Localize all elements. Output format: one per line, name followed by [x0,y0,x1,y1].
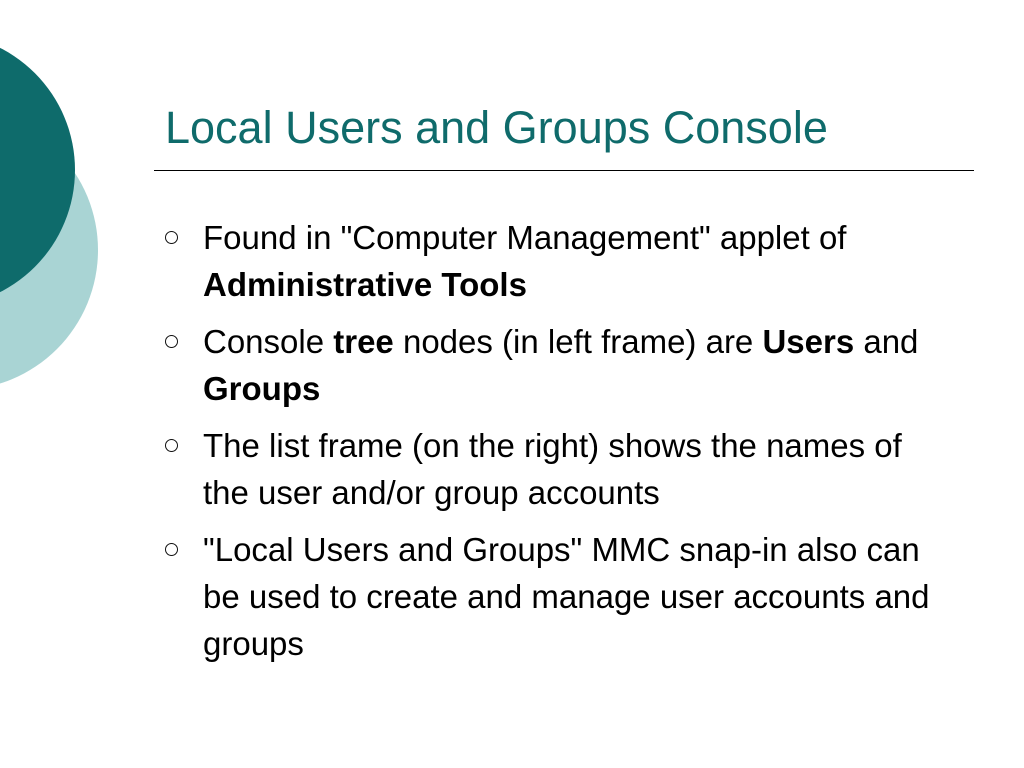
bullet-list [165,214,955,677]
bullet-text [203,427,902,511]
bullet-text-bold: Groups [203,370,321,407]
bullet-item [165,422,955,516]
bullet-text-bold: tree [333,323,394,360]
decorative-circles [0,0,110,410]
bullet-item [165,318,955,412]
hollow-circle-bullet-icon [165,335,178,348]
hollow-circle-bullet-icon [165,543,178,556]
bullet-text [203,531,930,662]
bullet-item [165,214,955,308]
bullet-text-segment: The list frame (on the right) shows the names of the user and/or group accounts [203,427,902,511]
hollow-circle-bullet-icon [165,231,178,244]
bullet-text-segment: nodes (in left frame) are [393,323,763,360]
bullet-item [165,526,955,667]
hollow-circle-bullet-icon [165,439,178,452]
bullet-text-segment: Found in "Computer Management" applet of [203,219,847,256]
bullet-text-segment: and [854,323,919,360]
bullet-text-bold: Administrative Tools [203,266,527,303]
title-divider [154,170,974,171]
bullet-text-bold: Users [762,323,855,360]
slide-title: Local Users and Groups Console [165,102,828,153]
bullet-text [203,219,846,303]
bullet-text-segment: Console [203,323,334,360]
bullet-text-segment: "Local Users and Groups" MMC snap-in also can be used to create and manage user accounts and groups [203,531,930,662]
bullet-text [203,323,918,407]
